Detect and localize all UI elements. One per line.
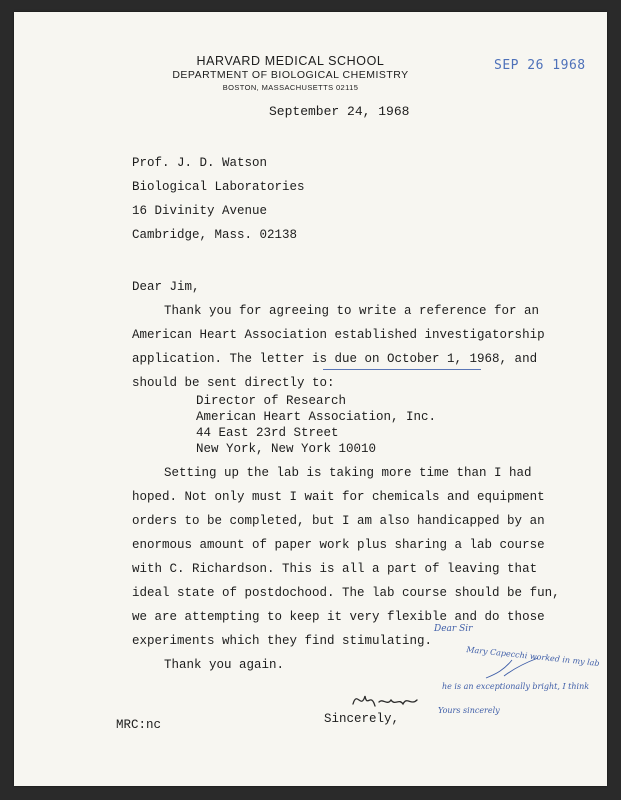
handwritten-underline (323, 369, 481, 370)
send-to-line: Director of Research (196, 394, 347, 408)
send-to-line: New York, New York 10010 (196, 442, 377, 456)
recipient-line: Prof. J. D. Watson (132, 156, 268, 170)
paragraph-line: Setting up the lab is taking more time than I had (164, 466, 532, 480)
paragraph-line: Thank you for agreeing to write a reference for an (164, 304, 540, 318)
paragraph-line: American Heart Association established investigatorship (132, 328, 545, 342)
salutation: Dear Jim, (132, 280, 200, 294)
handwritten-note: Dear Sir (434, 624, 473, 634)
closing-thanks: Thank you again. (164, 658, 285, 672)
paragraph-line: ideal state of postdochood. The lab course should be fun, (132, 586, 560, 600)
paragraph-line: enormous amount of paper work plus sharing a lab course (132, 538, 545, 552)
paragraph-line: with C. Richardson. This is all a part of leaving that (132, 562, 538, 576)
handwritten-note: Yours sincerely (438, 706, 500, 715)
paragraph-line: orders to be completed, but I am also handicapped by an (132, 514, 545, 528)
paragraph-line: we are attempting to keep it very flexible and do those (132, 610, 545, 624)
letter-date: September 24, 1968 (269, 104, 410, 119)
signoff: Sincerely, (324, 712, 400, 726)
handwritten-note: he is an exceptionally bright, I think (442, 682, 590, 691)
paragraph-line: experiments which they find stimulating. (132, 634, 433, 648)
recipient-line: 16 Divinity Avenue (132, 204, 268, 218)
letterhead-location: BOSTON, MASSACHUSETTS 02115 (222, 83, 359, 92)
letter-page (14, 12, 607, 786)
recipient-line: Biological Laboratories (132, 180, 305, 194)
typist-initials: MRC:nc (116, 718, 162, 732)
paragraph-line: should be sent directly to: (132, 376, 335, 390)
handwritten-scribble (482, 652, 542, 682)
handwritten-note: Mary Capecchi worked in my lab (465, 645, 601, 668)
paragraph-line: application. The letter is due on October 1, 1968, and (132, 352, 538, 366)
signature (349, 680, 429, 716)
letterhead-institution: HARVARD MEDICAL SCHOOL (196, 54, 385, 68)
received-date-stamp: SEP 26 1968 (494, 58, 586, 73)
send-to-line: 44 East 23rd Street (196, 426, 339, 440)
paragraph-line: hoped. Not only must I wait for chemicals and equipment (132, 490, 545, 504)
letterhead-department: DEPARTMENT OF BIOLOGICAL CHEMISTRY (172, 69, 409, 81)
recipient-line: Cambridge, Mass. 02138 (132, 228, 298, 242)
send-to-line: American Heart Association, Inc. (196, 410, 437, 424)
